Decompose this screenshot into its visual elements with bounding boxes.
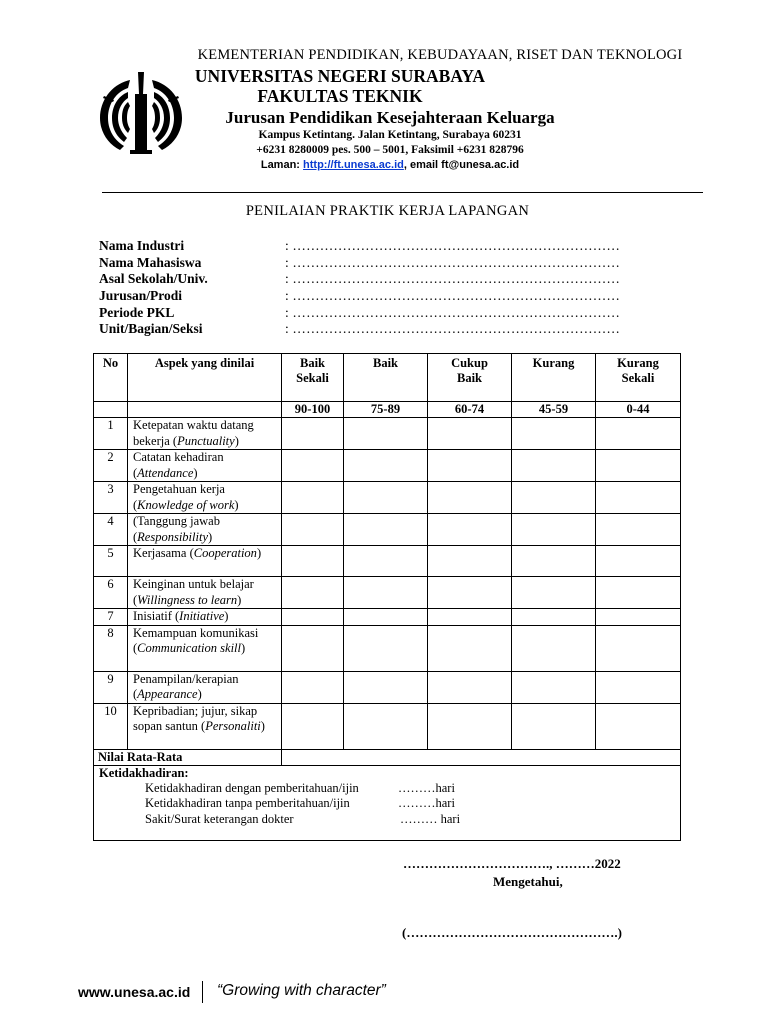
row-aspect [128,625,282,671]
score-range-row [94,402,681,418]
score-cell[interactable] [596,625,681,671]
range-cell: 60-74 [428,402,512,418]
aspect-text: Penampilan/kerapian ( [133,671,239,701]
score-cell[interactable] [282,546,344,577]
score-cell[interactable] [428,450,512,482]
score-cell[interactable] [428,546,512,577]
range-cell: 0-44 [596,402,681,418]
signature-name-line: (………………………………………….) [402,925,622,940]
absence-label: Sakit/Surat keterangan dokter [145,811,294,826]
aspect-close: ) [241,641,246,655]
aspect-english: Communication skill [137,641,241,655]
score-cell[interactable] [596,482,681,514]
score-cell[interactable] [282,514,344,546]
aspect-close: ) [260,719,265,733]
aspect-text: Catatan kehadiran ( [133,450,224,480]
score-cell[interactable] [512,514,596,546]
row-aspect [128,577,282,609]
average-label: Nilai Rata-Rata [94,749,282,765]
field-value[interactable]: : ……………………………………………………………… [285,238,621,253]
score-cell[interactable] [344,703,428,749]
acknowledged-label: Mengetahui, [493,874,563,889]
score-cell[interactable] [344,625,428,671]
score-cell[interactable] [596,577,681,609]
aspect-close: ) [193,465,198,480]
table-header-row [94,354,681,402]
absence-item [99,796,680,812]
website-link[interactable]: http://ft.unesa.ac.id [303,159,404,171]
score-cell[interactable] [428,514,512,546]
score-cell[interactable] [596,546,681,577]
score-cell[interactable] [428,671,512,703]
aspect-english: Cooperation [193,546,257,560]
score-cell[interactable] [512,609,596,626]
score-cell[interactable] [344,546,428,577]
score-cell[interactable] [512,546,596,577]
header-col-2 [428,354,512,402]
field-label: Jurusan/Prodi [99,288,183,303]
score-cell[interactable] [282,609,344,626]
absence-title: Ketidakhadiran: [99,765,189,780]
university-name: UNIVERSITAS NEGERI SURABAYA [194,66,486,86]
field-value[interactable]: : ……………………………………………………………… [285,288,621,303]
score-cell[interactable] [428,577,512,609]
assessment-table [93,353,681,841]
table-row [94,450,681,482]
web-contact [170,159,610,171]
aspect-text: Kerjasama ( [133,546,194,560]
field-value[interactable]: : ……………………………………………………………… [285,321,621,336]
aspect-english: Punctuality [177,433,235,448]
range-empty-cell [94,402,128,418]
aspect-close: ) [234,497,239,512]
score-cell[interactable] [282,450,344,482]
phone-fax: +6231 8280009 pes. 500 – 5001, Faksimil +6231 828796 [256,144,524,156]
col-label: Kurang [532,356,575,370]
score-cell[interactable] [596,418,681,450]
row-no: 10 [94,703,128,749]
aspect-english: Knowledge of work [137,497,235,512]
score-cell[interactable] [596,514,681,546]
document-title: PENILAIAN PRAKTIK KERJA LAPANGAN [245,203,530,219]
score-cell[interactable] [282,671,344,703]
col-label: Cukup [451,356,488,370]
header-aspect: Aspek yang dinilai [128,354,282,402]
footer-separator [202,981,203,1003]
aspect-text: Keinginan untuk belajar ( [133,577,254,607]
col-label: Sekali [621,371,655,385]
table-row [94,703,681,749]
score-cell[interactable] [344,671,428,703]
field-label: Nama Mahasiswa [99,255,202,270]
score-cell[interactable] [344,450,428,482]
absence-value[interactable]: ………hari [398,796,455,810]
header-no: No [94,354,128,402]
campus-address: Kampus Ketintang. Jalan Ketintang, Surabaya 60231 [258,129,522,141]
row-no: 6 [94,577,128,609]
row-aspect [128,418,282,450]
absence-label: Ketidakhadiran dengan pemberitahuan/ijin [145,780,359,795]
absence-value[interactable]: ……… hari [400,811,461,826]
aspect-text: (Tanggung jawab ( [133,514,220,544]
score-cell[interactable] [512,671,596,703]
aspect-english: Personaliti [205,719,261,733]
row-no: 5 [94,546,128,577]
absence-section [94,765,681,840]
row-aspect [128,450,282,482]
field-value[interactable]: : ……………………………………………………………… [285,255,621,270]
absence-row [94,765,681,840]
range-cell: 90-100 [282,402,344,418]
aspect-text: Kepribadian; jujur, sikap sopan santun ( [133,703,258,733]
header-col-3 [512,354,596,402]
table-row [94,482,681,514]
table-row [94,418,681,450]
score-cell[interactable] [428,609,512,626]
score-cell[interactable] [282,703,344,749]
table-row [94,671,681,703]
header-divider [102,192,703,193]
row-aspect [128,514,282,546]
score-cell[interactable] [596,609,681,626]
col-label: Baik [372,356,398,370]
row-no: 8 [94,625,128,671]
date-line: ……………………………., ………2022 [403,856,621,871]
header-col-4 [596,354,681,402]
score-cell[interactable] [344,514,428,546]
range-empty-cell [128,402,282,418]
table-row [94,577,681,609]
score-cell[interactable] [344,609,428,626]
row-aspect [128,546,282,577]
range-cell: 75-89 [344,402,428,418]
row-aspect [128,703,282,749]
aspect-english: Willingness to learn [137,592,238,607]
col-label: Baik [456,371,482,385]
absence-item [99,781,680,797]
score-cell[interactable] [344,577,428,609]
row-no: 1 [94,418,128,450]
row-no: 9 [94,671,128,703]
score-cell[interactable] [512,450,596,482]
aspect-english: Responsibility [137,529,208,544]
average-row [94,749,681,765]
table-row [94,514,681,546]
aspect-text: Pengetahuan kerja ( [133,482,225,512]
range-cell: 45-59 [512,402,596,418]
absence-item [99,812,680,828]
field-label: Unit/Bagian/Seksi [99,321,203,336]
aspect-english: Initiative [179,609,225,623]
footer-tagline: “Growing with character” [217,982,386,999]
average-value-cell[interactable] [282,749,681,765]
aspect-english: Attendance [137,465,194,480]
score-cell[interactable] [512,577,596,609]
header-col-1 [344,354,428,402]
score-cell[interactable] [428,625,512,671]
absence-list [99,781,680,828]
aspect-close: ) [208,529,213,544]
col-label: Sekali [296,371,329,385]
aspect-text: Ketepatan waktu datang bekerja ( [133,418,254,448]
field-label: Periode PKL [99,305,175,320]
faculty-name: FAKULTAS TEKNIK [257,86,423,106]
ministry-name: KEMENTERIAN PENDIDIKAN, KEBUDAYAAN, RISET DAN TEKNOLOGI [197,47,683,63]
email-text: , email ft@unesa.ac.id [403,159,520,171]
score-cell[interactable] [596,450,681,482]
score-cell[interactable] [512,418,596,450]
row-no: 2 [94,450,128,482]
aspect-close: ) [224,609,229,623]
aspect-text: Inisiatif ( [133,609,180,623]
score-cell[interactable] [428,703,512,749]
row-aspect [128,609,282,626]
row-no: 3 [94,482,128,514]
row-aspect [128,482,282,514]
row-no: 4 [94,514,128,546]
aspect-close: ) [256,546,262,560]
aspect-english: Appearance [137,687,198,701]
field-value[interactable]: : ……………………………………………………………… [285,305,621,320]
aspect-close: ) [197,687,202,701]
score-cell[interactable] [428,418,512,450]
header-col-0 [282,354,344,402]
department-name: Jurusan Pendidikan Kesejahteraan Keluarga [225,108,555,127]
score-cell[interactable] [512,625,596,671]
score-cell[interactable] [512,703,596,749]
score-cell[interactable] [282,577,344,609]
field-label: Asal Sekolah/Univ. [99,271,208,286]
score-cell[interactable] [282,625,344,671]
row-aspect [128,671,282,703]
aspect-close: ) [237,592,242,607]
score-cell[interactable] [344,482,428,514]
aspect-close: ) [234,433,239,448]
score-cell[interactable] [282,482,344,514]
absence-label: Ketidakhadiran tanpa pemberitahuan/ijin [145,796,350,810]
row-no: 7 [94,609,128,626]
table-row [94,609,681,626]
score-cell[interactable] [344,418,428,450]
score-cell[interactable] [596,671,681,703]
col-label: Baik [299,356,325,370]
score-cell[interactable] [428,482,512,514]
table-row [94,546,681,577]
table-row [94,625,681,671]
aspect-text: Kemampuan komunikasi ( [133,625,259,655]
footer-site: www.unesa.ac.id [78,984,191,1000]
score-cell[interactable] [282,418,344,450]
score-cell[interactable] [512,482,596,514]
absence-value[interactable]: ………hari [398,780,455,795]
col-label: Kurang [617,356,659,370]
score-cell[interactable] [596,703,681,749]
web-label: Laman: [260,159,304,171]
field-value[interactable]: : ……………………………………………………………… [285,271,621,286]
field-label: Nama Industri [99,238,185,253]
